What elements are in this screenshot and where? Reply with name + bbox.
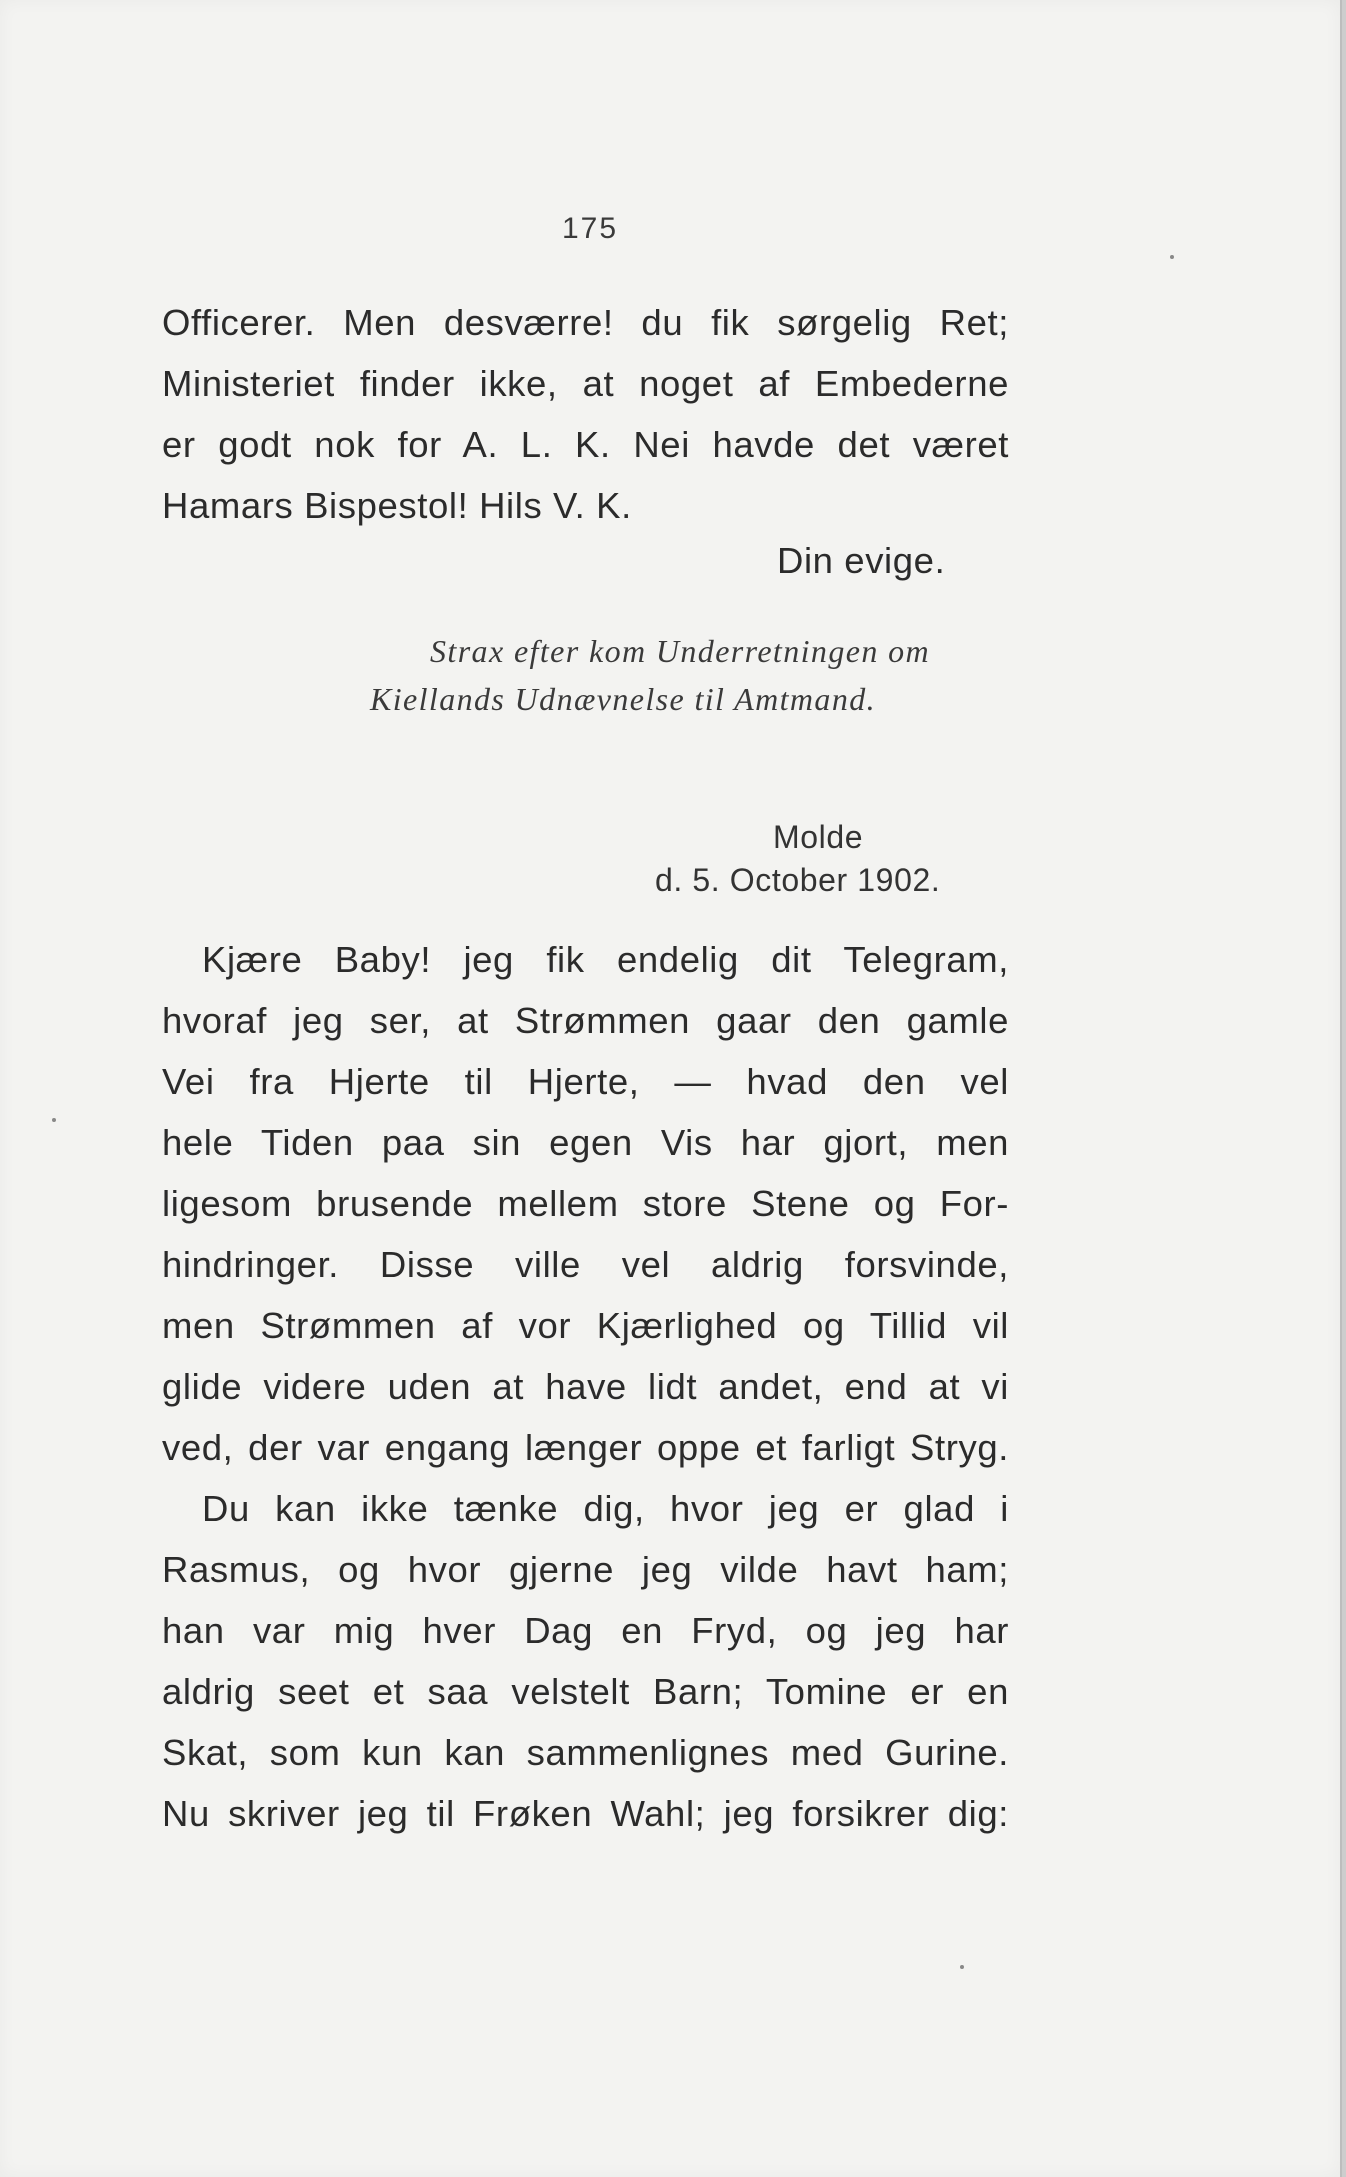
text-line: Vei fra Hjerte til Hjerte, — hvad den vel bbox=[162, 1061, 1009, 1102]
letter-date: d. 5. October 1902. bbox=[655, 862, 941, 898]
text-line: Rasmus, og hvor gjerne jeg vilde havt ham; bbox=[162, 1549, 1009, 1590]
text-line: Hamars Bispestol! Hils V. K. bbox=[162, 485, 632, 526]
letter-place: Molde bbox=[773, 819, 864, 855]
text-line: aldrig seet et saa velstelt Barn; Tomine er en bbox=[162, 1671, 1009, 1712]
paragraph-1 bbox=[162, 929, 1009, 1478]
text-line: Du kan ikke tænke dig, hvor jeg er glad i bbox=[202, 1488, 1009, 1529]
text-line: hindringer. Disse ville vel aldrig forsvinde, bbox=[162, 1244, 1009, 1285]
text-line: Nu skriver jeg til Frøken Wahl; jeg forsikrer dig: bbox=[162, 1793, 1009, 1834]
text-line: hele Tiden paa sin egen Vis har gjort, men bbox=[162, 1122, 1009, 1163]
text-line: er godt nok for A. L. K. Nei havde det været bbox=[162, 424, 1009, 465]
paragraph-2 bbox=[162, 1478, 1009, 1844]
page-number: 175 bbox=[561, 212, 619, 245]
text-line: han var mig hver Dag en Fryd, og jeg har bbox=[162, 1610, 1009, 1651]
note-line: Kiellands Udnævnelse til Amtmand. bbox=[370, 681, 877, 717]
text-line: Kjære Baby! jeg fik endelig dit Telegram, bbox=[202, 939, 1009, 980]
text-line: glide videre uden at have lidt andet, end at vi bbox=[162, 1366, 1009, 1407]
text-line: ligesom brusende mellem store Stene og For- bbox=[162, 1183, 1009, 1224]
note-line: Strax efter kom Underretningen om bbox=[430, 633, 931, 669]
opening-text bbox=[162, 292, 1009, 536]
text-line: Ministeriet finder ikke, at noget af Embederne bbox=[162, 363, 1009, 404]
editorial-note bbox=[370, 627, 1007, 723]
paper-speck bbox=[960, 1965, 964, 1969]
text-line: Officerer. Men desværre! du fik sørgelig Ret; bbox=[162, 302, 1009, 343]
signature: Din evige. bbox=[777, 540, 946, 581]
paper-speck bbox=[1170, 255, 1174, 259]
text-line: Skat, som kun kan sammenlignes med Gurine. bbox=[162, 1732, 1009, 1773]
text-line: ved, der var engang længer oppe et farligt Stryg. bbox=[162, 1427, 1009, 1468]
text-line: hvoraf jeg ser, at Strømmen gaar den gamle bbox=[162, 1000, 1009, 1041]
text-line: men Strømmen af vor Kjærlighed og Tillid vil bbox=[162, 1305, 1009, 1346]
paper-speck bbox=[52, 1118, 56, 1122]
